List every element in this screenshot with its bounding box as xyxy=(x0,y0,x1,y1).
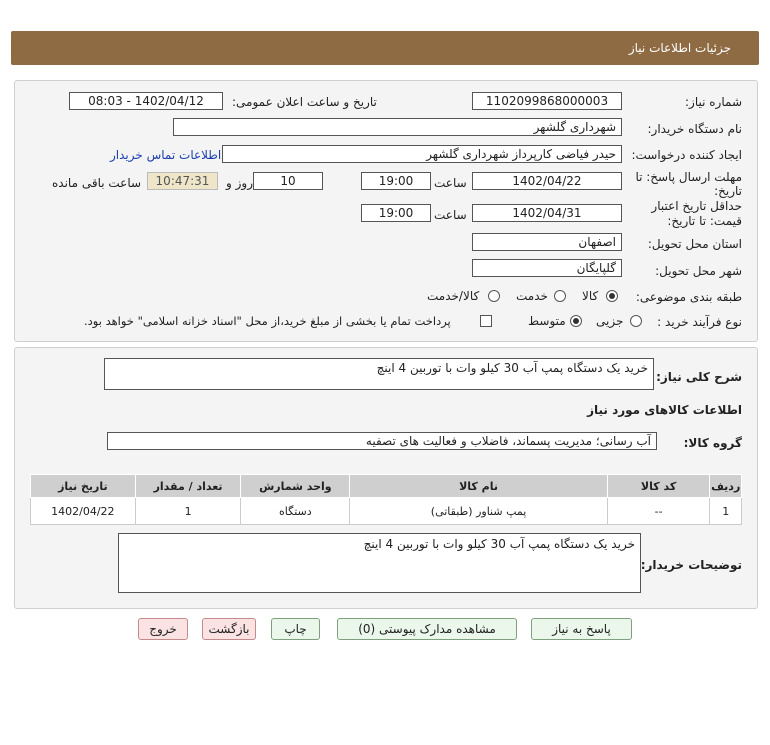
remaining-time-field: 10:47:31 xyxy=(147,172,218,190)
city-field: گلپایگان xyxy=(472,259,622,277)
cell-date: 1402/04/22 xyxy=(31,498,136,525)
table-row xyxy=(31,498,742,525)
creator-label: ایجاد کننده درخواست: xyxy=(631,148,742,162)
deadline-time-label: ساعت xyxy=(434,176,467,190)
buyer-contact-link[interactable]: اطلاعات تماس خریدار xyxy=(110,148,222,162)
cell-qty: 1 xyxy=(135,498,241,525)
exit-button[interactable]: خروج xyxy=(138,618,188,640)
category-label: طبقه بندی موضوعی: xyxy=(635,290,742,304)
category-option-goods: کالا xyxy=(582,289,599,303)
deadline-days-field: 10 xyxy=(253,172,323,190)
creator-field: حیدر فیاضی کارپرداز شهرداری گلشهر xyxy=(222,145,622,163)
category-radio-goods-service[interactable] xyxy=(488,290,500,302)
need-number-label: شماره نیاز: xyxy=(685,95,742,109)
process-label: نوع فرآیند خرید : xyxy=(657,315,742,329)
col-unit: واحد شمارش xyxy=(241,475,350,498)
cell-unit: دستگاه xyxy=(241,498,350,525)
validity-time-field: 19:00 xyxy=(361,204,431,222)
deadline-time-field: 19:00 xyxy=(361,172,431,190)
validity-time-label: ساعت xyxy=(434,208,467,222)
goods-group-field: آب رسانی؛ مدیریت پسماند، فاضلاب و فعالیت های تصفیه xyxy=(107,432,657,450)
cell-row: 1 xyxy=(710,498,742,525)
validity-label-2: قیمت: تا تاریخ: xyxy=(667,214,742,228)
validity-date-field: 1402/04/31 xyxy=(472,204,622,222)
goods-group-label: گروه کالا: xyxy=(683,436,742,450)
need-number-field: 1102099868000003 xyxy=(472,92,622,110)
attachments-button[interactable]: مشاهده مدارک پیوستی (0) xyxy=(337,618,517,640)
page-title: جزئیات اطلاعات نیاز xyxy=(628,41,731,55)
announce-label: تاریخ و ساعت اعلان عمومی: xyxy=(232,95,377,109)
treasury-note: پرداخت تمام یا بخشی از مبلغ خرید،از محل "اسناد خزانه اسلامی" خواهد بود. xyxy=(84,314,451,328)
process-option-minor: جزیی xyxy=(596,314,624,328)
category-option-goods-service: کالا/خدمت xyxy=(427,289,480,303)
cell-code: -- xyxy=(607,498,710,525)
back-button[interactable]: بازگشت xyxy=(202,618,256,640)
deadline-days-label: روز و xyxy=(226,176,253,190)
reply-button[interactable]: پاسخ به نیاز xyxy=(531,618,632,640)
remaining-time-label: ساعت باقی مانده xyxy=(52,176,142,190)
col-name: نام کالا xyxy=(350,475,608,498)
process-radio-minor[interactable] xyxy=(630,315,642,327)
process-radio-medium[interactable] xyxy=(570,315,582,327)
treasury-checkbox[interactable] xyxy=(480,315,492,327)
col-row: ردیف xyxy=(710,475,742,498)
category-option-service: خدمت xyxy=(516,289,548,303)
buyer-notes-label: توضیحات خریدار: xyxy=(640,558,742,572)
buyer-notes-field: خرید یک دستگاه پمپ آب 30 کیلو وات با توربین 4 اینچ xyxy=(118,533,641,593)
buyer-org-label: نام دستگاه خریدار: xyxy=(647,122,742,136)
print-button[interactable]: چاپ xyxy=(271,618,320,640)
goods-table xyxy=(30,474,742,525)
category-radio-service[interactable] xyxy=(554,290,566,302)
goods-section-title: اطلاعات کالاهای مورد نیاز xyxy=(587,403,742,417)
page-header xyxy=(11,31,759,65)
summary-field: خرید یک دستگاه پمپ آب 30 کیلو وات با توربین 4 اینچ xyxy=(104,358,654,390)
goods-table-header xyxy=(31,475,742,498)
validity-label: حداقل تاریخ اعتبار xyxy=(651,199,742,213)
category-radio-goods[interactable] xyxy=(606,290,618,302)
city-label: شهر محل تحویل: xyxy=(655,264,742,278)
announce-field: 1402/04/12 - 08:03 xyxy=(69,92,223,110)
province-label: استان محل تحویل: xyxy=(647,237,742,251)
col-qty: تعداد / مقدار xyxy=(135,475,241,498)
col-date: تاریخ نیاز xyxy=(31,475,136,498)
deadline-label: مهلت ارسال پاسخ: تا xyxy=(635,170,742,184)
cell-name: پمپ شناور (طبقاتی) xyxy=(350,498,608,525)
summary-label: شرح کلی نیاز: xyxy=(656,370,742,384)
province-field: اصفهان xyxy=(472,233,622,251)
deadline-label-2: تاریخ: xyxy=(714,184,742,198)
col-code: کد کالا xyxy=(607,475,710,498)
process-option-medium: متوسط xyxy=(528,314,566,328)
buyer-org-field: شهرداری گلشهر xyxy=(173,118,622,136)
deadline-date-field: 1402/04/22 xyxy=(472,172,622,190)
